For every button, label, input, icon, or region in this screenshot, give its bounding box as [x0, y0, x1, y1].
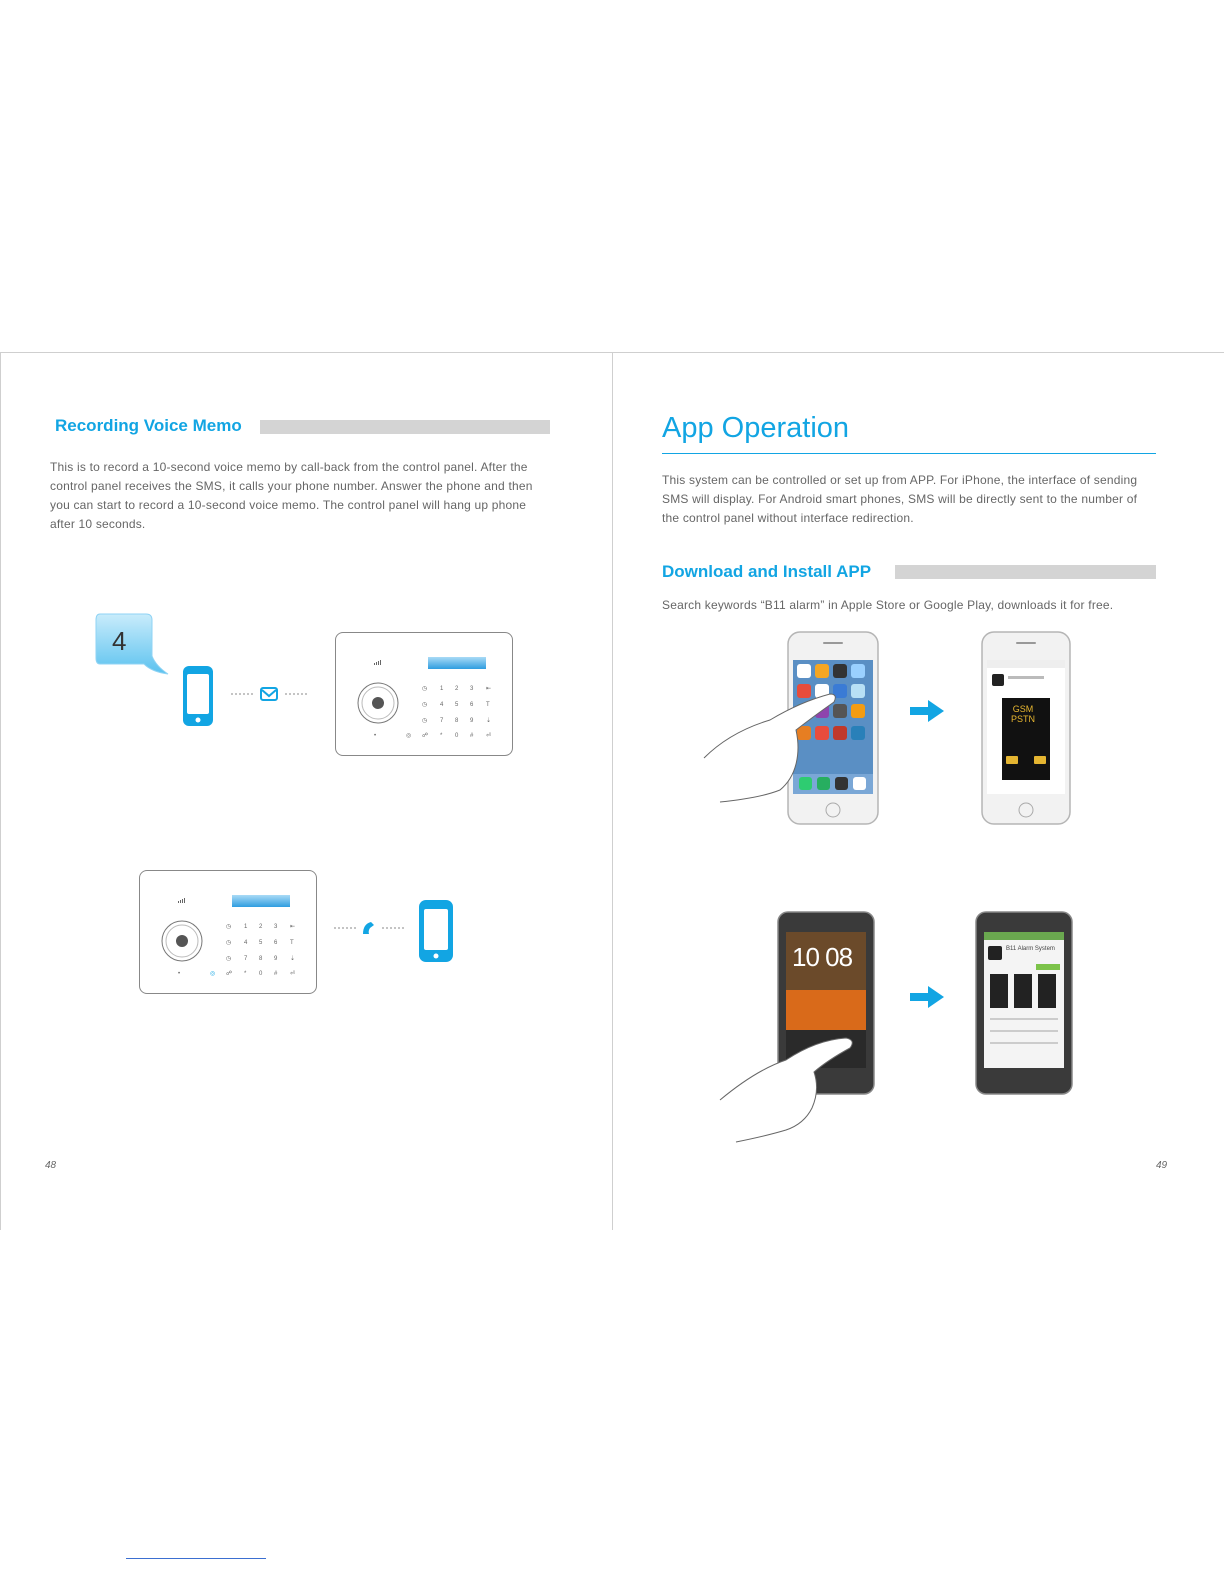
svg-text:•: • [374, 733, 377, 739]
svg-text:*: * [440, 733, 443, 739]
svg-text:⇣: ⇣ [290, 956, 296, 962]
call-transfer-icon [333, 918, 409, 938]
svg-text:◎: ◎ [406, 733, 412, 739]
android-clock: 10 08 [792, 942, 853, 972]
svg-text:#: # [274, 971, 278, 977]
svg-text:◷: ◷ [422, 718, 428, 724]
download-instruction: Search keywords “B11 alarm” in Apple Store or Google Play, downloads it for free. [662, 598, 1114, 612]
svg-text:T: T [290, 940, 294, 946]
svg-text:2: 2 [455, 686, 459, 692]
mobile-phone-icon [181, 664, 215, 733]
svg-text:0: 0 [259, 971, 263, 977]
svg-text:8: 8 [455, 718, 459, 724]
app-screen-label: GSM PSTN [1010, 704, 1035, 724]
page-number-right: 49 [1156, 1160, 1168, 1171]
page-number-left: 48 [45, 1160, 57, 1171]
svg-text:5: 5 [455, 702, 459, 708]
svg-text:7: 7 [440, 718, 444, 724]
svg-text:4: 4 [440, 702, 444, 708]
envelope-transfer-icon [230, 686, 308, 702]
svg-text:4: 4 [244, 940, 248, 946]
title-rule [662, 453, 1156, 454]
svg-text:◷: ◷ [226, 956, 232, 962]
svg-text:8: 8 [259, 956, 263, 962]
svg-text:0: 0 [455, 733, 459, 739]
section-heading-voice-memo: Recording Voice Memo [55, 416, 242, 435]
svg-text:3: 3 [274, 924, 278, 930]
svg-text:5: 5 [259, 940, 263, 946]
svg-text:☍: ☍ [226, 971, 233, 977]
arrow-right-icon-2 [910, 986, 944, 1013]
footer-link-line [126, 1558, 266, 1559]
page-title: App Operation [662, 412, 850, 444]
sms-bubble-icon [94, 612, 174, 678]
sms-bubble-number: 4 [112, 626, 127, 656]
left-edge-line [0, 352, 1, 1230]
svg-text:#: # [470, 733, 474, 739]
voice-memo-paragraph: This is to record a 10-second voice memo by call-back from the control panel. After the control panel receives the SMS, it calls your phone number. Answer the phone and then you can start to record a 10-second voice memo. The control panel will hang up phone after 10 seconds. [50, 460, 533, 531]
control-panel-device [335, 632, 513, 756]
svg-text:◷: ◷ [226, 924, 232, 930]
svg-text:⏎: ⏎ [486, 733, 492, 739]
control-panel-device-2 [139, 870, 317, 994]
svg-text:6: 6 [470, 702, 474, 708]
svg-text:*: * [244, 971, 247, 977]
svg-text:3: 3 [470, 686, 474, 692]
svg-text:⇤: ⇤ [290, 924, 296, 930]
page-gutter [612, 352, 613, 1230]
svg-text:1: 1 [440, 686, 444, 692]
svg-text:◷: ◷ [226, 940, 232, 946]
heading-bar [260, 420, 550, 434]
app-operation-paragraph: This system can be controlled or set up from APP. For iPhone, the interface of sending SMS will display. For Android smart phones, SMS will be directly sent to the number of the control panel without interface redirection. [662, 473, 1138, 525]
svg-text:•: • [178, 971, 181, 977]
arrow-right-icon [910, 700, 944, 727]
svg-text:◷: ◷ [422, 686, 428, 692]
iphone-app-store-illustration [980, 630, 1072, 826]
iphone-home-screen-illustration [700, 630, 882, 826]
svg-text:7: 7 [244, 956, 248, 962]
svg-text:☍: ☍ [422, 733, 429, 739]
svg-text:1: 1 [244, 924, 248, 930]
svg-text:⇤: ⇤ [486, 686, 492, 692]
mobile-phone-icon-2 [417, 898, 455, 969]
svg-text:6: 6 [274, 940, 278, 946]
svg-text:◷: ◷ [422, 702, 428, 708]
svg-text:⇣: ⇣ [486, 718, 492, 724]
svg-text:9: 9 [274, 956, 278, 962]
android-app-title: B11 Alarm System [1006, 946, 1055, 952]
heading-bar-2 [895, 565, 1156, 579]
svg-text:⏎: ⏎ [290, 971, 296, 977]
section-heading-download: Download and Install APP [662, 562, 872, 581]
svg-text:◎: ◎ [210, 971, 216, 977]
svg-text:9: 9 [470, 718, 474, 724]
svg-text:T: T [486, 702, 490, 708]
android-play-store-illustration [974, 910, 1074, 1096]
svg-text:2: 2 [259, 924, 263, 930]
